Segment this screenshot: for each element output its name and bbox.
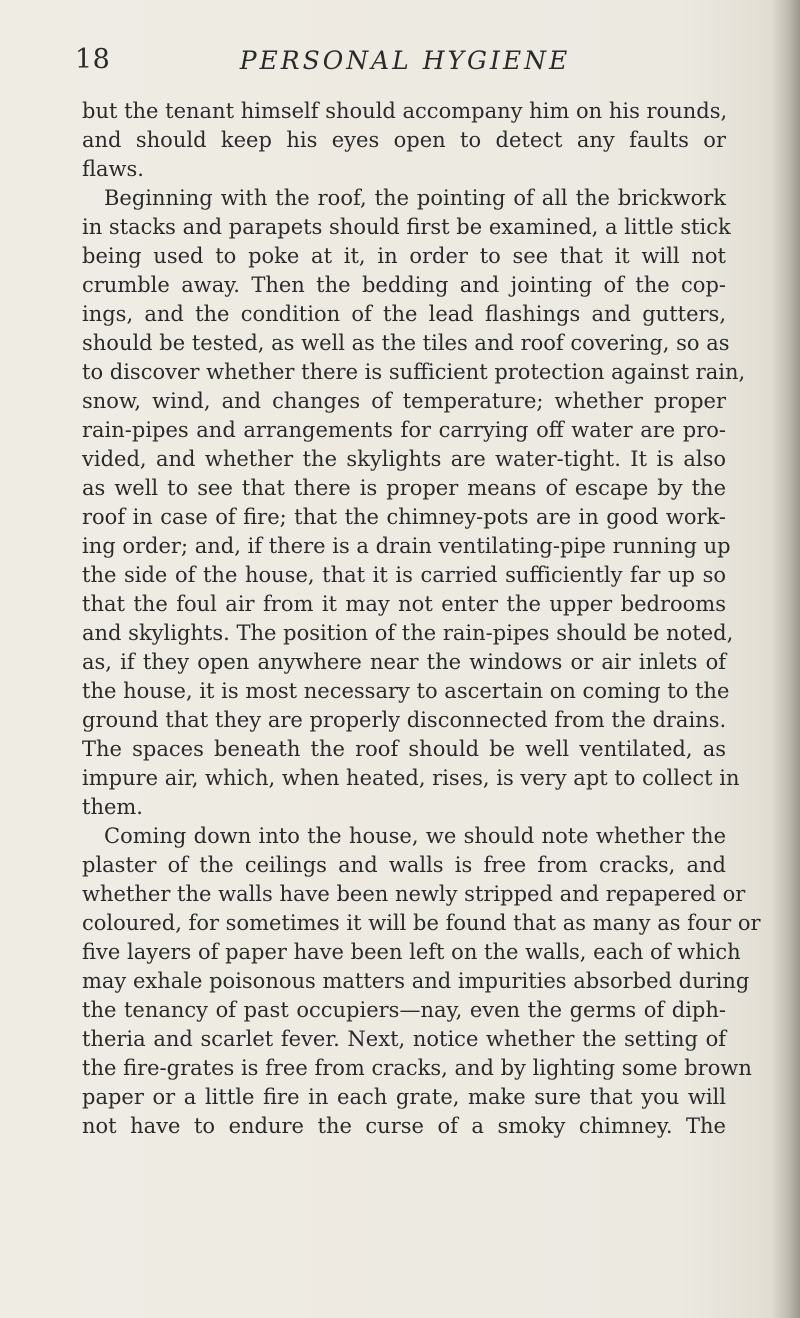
page-header: [75, 44, 735, 84]
text-line: as, if they open anywhere near the windows or air inlets of: [82, 650, 726, 674]
text-line: in stacks and parapets should first be examined, a little stick: [82, 215, 731, 239]
text-line: snow, wind, and changes of temperature; whether proper: [82, 389, 726, 413]
text-line: not have to endure the curse of a smoky chimney. The: [82, 1114, 726, 1138]
text-line: five layers of paper have been left on the walls, each of which: [82, 940, 741, 964]
text-line: theria and scarlet fever. Next, notice whether the setting of: [82, 1027, 726, 1051]
text-line: Coming down into the house, we should note whether the: [104, 824, 726, 848]
text-line: that the foul air from it may not enter the upper bedrooms: [82, 592, 726, 616]
text-line: roof in case of fire; that the chimney-pots are in good work-: [82, 505, 726, 529]
text-line: vided, and whether the skylights are water-tight. It is also: [82, 447, 726, 471]
text-line: ings, and the condition of the lead flashings and gutters,: [82, 302, 726, 326]
text-line: and skylights. The position of the rain-pipes should be noted,: [82, 621, 734, 645]
page-edge-shadow: [772, 0, 800, 1318]
text-line: may exhale poisonous matters and impurities absorbed during: [82, 969, 750, 993]
text-line: the house, it is most necessary to ascertain on coming to the: [82, 679, 730, 703]
text-line: should be tested, as well as the tiles and roof covering, so as: [82, 331, 730, 355]
text-line: to discover whether there is sufficient protection against rain,: [82, 360, 746, 384]
body-text: [82, 97, 761, 1141]
text-line: crumble away. Then the bedding and jointing of the cop-: [82, 273, 726, 297]
text-line: being used to poke at it, in order to see that it will not: [82, 244, 726, 268]
text-line: flaws.: [82, 157, 144, 181]
text-line: and should keep his eyes open to detect any faults or: [82, 128, 726, 152]
text-line: whether the walls have been newly stripped and repapered or: [82, 882, 746, 906]
running-head: PERSONAL HYGIENE: [239, 46, 571, 75]
text-line: impure air, which, when heated, rises, is very apt to collect in: [82, 766, 740, 790]
text-line: The spaces beneath the roof should be well ventilated, as: [82, 737, 726, 761]
text-line: ing order; and, if there is a drain ventilating-pipe running up: [82, 534, 731, 558]
text-line: as well to see that there is proper means of escape by the: [82, 476, 726, 500]
page-number: 18: [75, 44, 111, 75]
text-line: but the tenant himself should accompany him on his rounds,: [82, 99, 728, 123]
text-line: them.: [82, 795, 143, 819]
text-line: paper or a little fire in each grate, make sure that you will: [82, 1085, 726, 1109]
text-line: coloured, for sometimes it will be found that as many as four or: [82, 911, 761, 935]
text-line: Beginning with the roof, the pointing of all the brickwork: [104, 186, 726, 210]
text-line: ground that they are properly disconnected from the drains.: [82, 708, 727, 732]
text-line: the tenancy of past occupiers—nay, even the germs of diph-: [82, 998, 726, 1022]
text-line: the side of the house, that it is carried sufficiently far up so: [82, 563, 726, 587]
text-line: the fire-grates is free from cracks, and by lighting some brown: [82, 1056, 752, 1080]
text-line: plaster of the ceilings and walls is free from cracks, and: [82, 853, 726, 877]
text-line: rain-pipes and arrangements for carrying off water are pro-: [82, 418, 726, 442]
